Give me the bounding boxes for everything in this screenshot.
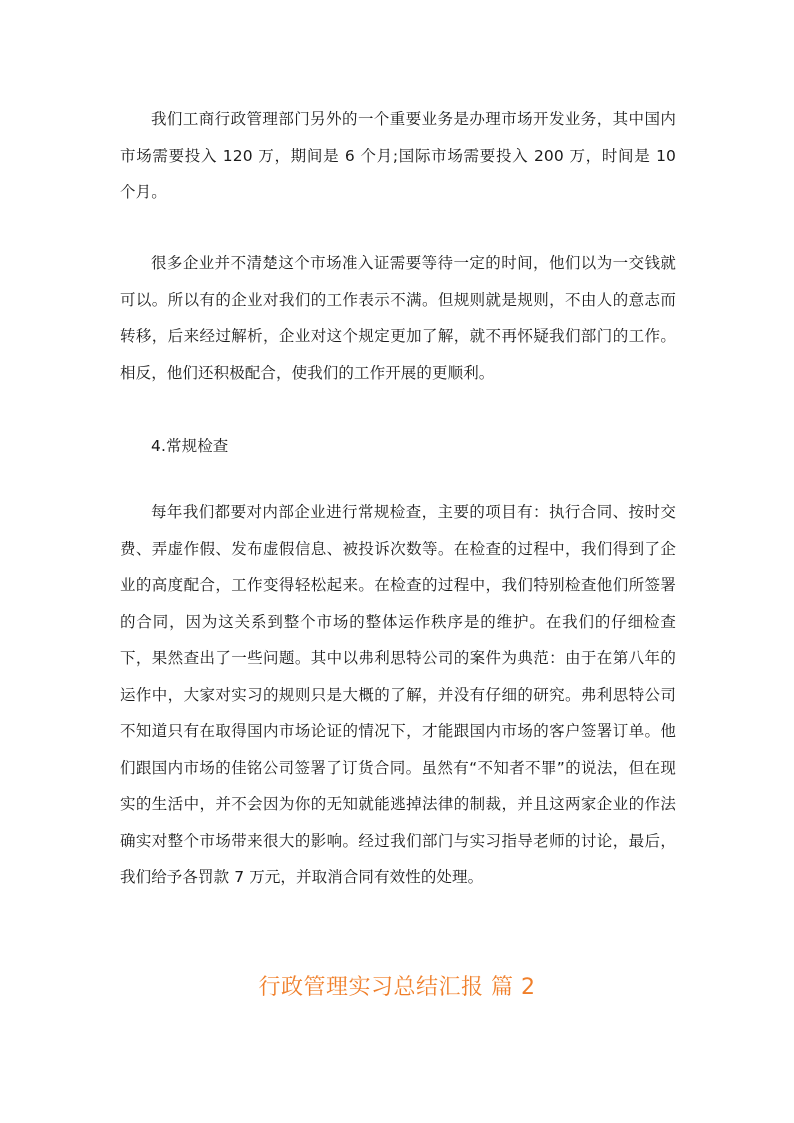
subheading-routine-inspection: 4.常规检查 bbox=[151, 437, 229, 455]
paragraph-inspection-details: 每年我们都要对内部企业进行常规检查，主要的项目有：执行合同、按时交费、弄虚作假、发布虚假信息、被投诉次数等。在检查的过程中，我们得到了企业的高度配合，工作变得轻松起来。在检查的过程中，我们特别检查他们所签署的合同，因为这关系到整个市场的整体运作秩序是的维护。在我们的仔细检查下，果然查出了一些问题。其中以弗利思特公司的案件为典范：由于在第八年的运作中，大家对实习的规则只是大概的了解，并没有仔细的研究。弗利思特公司不知道只有在取得国内市场论证的情况下，才能跟国内市场的客户签署订单。他们跟国内市场的佳铭公司签署了订货合同。虽然有“不知者不罪”的说法，但在现实的生活中，并不会因为你的无知就能逃掉法律的制裁，并且这两家企业的作法确实对整个市场带来很大的影响。经过我们部门与实习指导老师的讨论，最后，我们给予各罚款 7 万元，并取消合同有效性的处理。 bbox=[120, 503, 676, 886]
section-heading: 行政管理实习总结汇报 篇 2 bbox=[258, 975, 536, 1000]
paragraph-market-access-permit: 很多企业并不清楚这个市场准入证需要等待一定的时间，他们以为一交钱就可以。所以有的企业对我们的工作表示不满。但规则就是规则，不由人的意志而转移，后来经过解析，企业对这个规定更加了解，就不再怀疑我们部门的工作。相反，他们还积极配合，使我们的工作开展的更顺利。 bbox=[120, 254, 676, 382]
paragraph-market-development: 我们工商行政管理部门另外的一个重要业务是办理市场开发业务，其中国内市场需要投入 120 万，期间是 6 个月;国际市场需要投入 200 万，时间是 10 个月。 bbox=[120, 110, 676, 201]
